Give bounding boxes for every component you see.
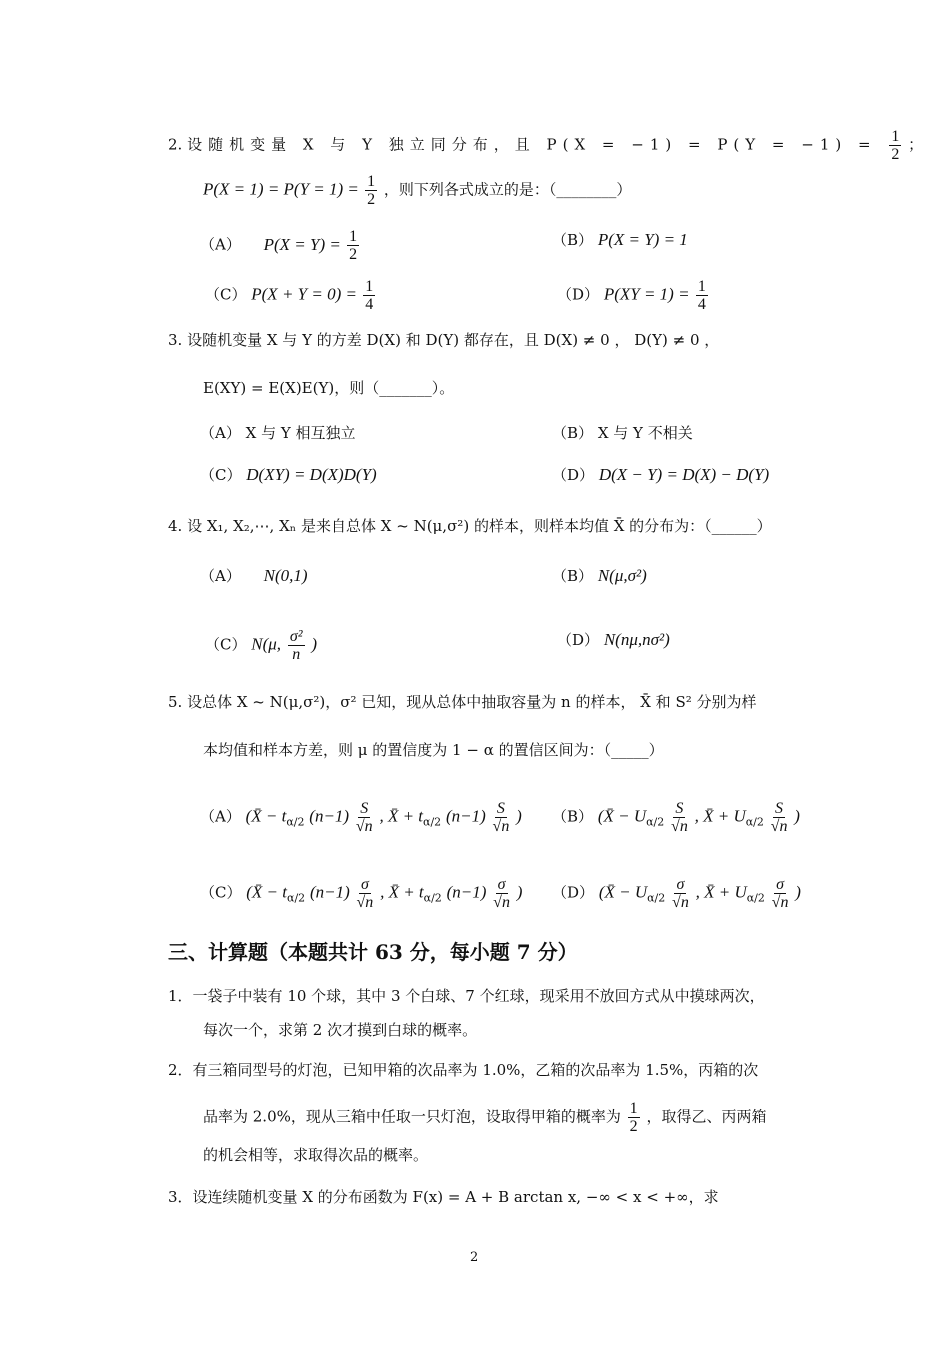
q5-option-a: （A） (X̄ − $t_{\alpha/2}$ (n−1) $\frac{S}{√n}$ , X̄ + $t_{\alpha/2}$ (n−1) $\frac{S}{√n}$ ) xyxy=(200,800,522,835)
calc2-line2: 品率为 2.0%，现从三箱中任取一只灯泡，设取得甲箱的概率为 $\frac{1}{2}$ ，取得乙、丙两箱 xyxy=(203,1100,767,1135)
q4-number: 4. xyxy=(168,517,183,535)
q5-option-c: （C） (X̄ − $t_{\alpha/2}$ (n−1) $\frac{\sigma}{√n}$ , X̄ + $t_{\alpha/2}$ (n−1) $\frac{\sigma}{√n}$ ) xyxy=(200,876,523,911)
q3-option-c: （C） D(XY) = D(X)D(Y) xyxy=(200,465,377,484)
calc1-number: 1． xyxy=(168,987,193,1005)
q2-option-c: （C） P(X + Y = 0) = $\frac{1}{4}$ xyxy=(205,278,374,313)
q4-option-d: （D） N(nμ,nσ²) xyxy=(557,630,670,649)
q2-line2: P(X = 1) = P(Y = 1) = $\frac{1}{2}$ ，则下列各式成立的是：（________） xyxy=(203,173,632,208)
q5-option-d: （D） (X̄ − $U_{\alpha/2}$ $\frac{\sigma}{√n}$ , X̄ + $U_{\alpha/2}$ $\frac{\sigma}{√n}$ ) xyxy=(552,876,801,911)
q3-number: 3. xyxy=(168,331,183,349)
q2-option-b: （B） P(X = Y) = 1 xyxy=(552,230,688,249)
page-number: 2 xyxy=(470,1250,479,1265)
q2-line1: 2. 设随机变量 X 与 Y 独立同分布，且 P(X = −1) = P(Y = −1) = $\frac{1}{2}$ ； xyxy=(168,128,924,163)
calc1-line1: 1．一袋子中装有 10 个球，其中 3 个白球、7 个红球，现采用不放回方式从中摸球两次， xyxy=(168,987,765,1005)
q3-line1: 3. 设随机变量 X 与 Y 的方差 D(X) 和 D(Y) 都存在，且 D(X) ≠ 0 ， D(Y) ≠ 0 ， xyxy=(168,331,720,349)
q4-option-c: （C） N(μ, $\frac{\text{σ²}}{n}$ ) xyxy=(205,628,317,663)
calc1-line2: 每次一个，求第 2 次才摸到白球的概率。 xyxy=(203,1021,478,1039)
q5-line2: 本均值和样本方差，则 μ 的置信度为 1 − α 的置信区间为：（_____） xyxy=(203,741,664,759)
q2-option-d: （D） P(XY = 1) = $\frac{1}{4}$ xyxy=(557,278,706,313)
calc2-number: 2． xyxy=(168,1061,193,1079)
calc3-number: 3． xyxy=(168,1188,193,1206)
q4-option-a: （A） N(0,1) xyxy=(200,566,308,585)
q2-stem-text: 设随机变量 X 与 Y 独立同分布，且 P(X = −1) = P(Y = −1) = xyxy=(187,135,888,154)
section-3-heading: 三、计算题（本题共计 63 分，每小题 7 分） xyxy=(168,940,578,964)
q3-option-a: （A） X 与 Y 相互独立 xyxy=(200,424,356,442)
q2-line2-fraction: $\frac{1}{2}$ xyxy=(367,173,376,208)
q3-option-d: （D） D(X − Y) = D(X) − D(Y) xyxy=(552,465,770,484)
q5-line1: 5. 设总体 X ~ N(μ,σ²)，σ² 已知，现从总体中抽取容量为 n 的样本， X̄ 和 S² 分别为样 xyxy=(168,693,757,711)
calc3-line1: 3．设连续随机变量 X 的分布函数为 F(x) = A + B arctan x, −∞ < x < +∞，求 xyxy=(168,1188,719,1206)
q5-number: 5. xyxy=(168,693,183,711)
q2-number: 2. xyxy=(168,135,183,154)
q4-line1: 4. 设 X₁, X₂,⋯, Xₙ 是来自总体 X ~ N(μ,σ²) 的样本，则样本均值 X̄ 的分布为：（______） xyxy=(168,517,772,535)
q3-option-b: （B） X 与 Y 不相关 xyxy=(552,424,693,442)
q4-option-b: （B） N(μ,σ²) xyxy=(552,566,647,585)
q2-option-a: （A） P(X = Y) = $\frac{1}{2}$ xyxy=(200,228,358,263)
q5-option-b: （B） (X̄ − $U_{\alpha/2}$ $\frac{S}{√n}$ , X̄ + $U_{\alpha/2}$ $\frac{S}{√n}$ ) xyxy=(552,800,800,835)
q3-line2: E(XY) = E(X)E(Y)，则（_______）。 xyxy=(203,379,455,397)
q2-stem-fraction: $\frac{1}{2}$ xyxy=(891,128,900,163)
calc2-line1: 2．有三箱同型号的灯泡，已知甲箱的次品率为 1.0%，乙箱的次品率为 1.5%，丙箱的次 xyxy=(168,1061,759,1079)
calc2-line3: 的机会相等，求取得次品的概率。 xyxy=(203,1146,429,1164)
